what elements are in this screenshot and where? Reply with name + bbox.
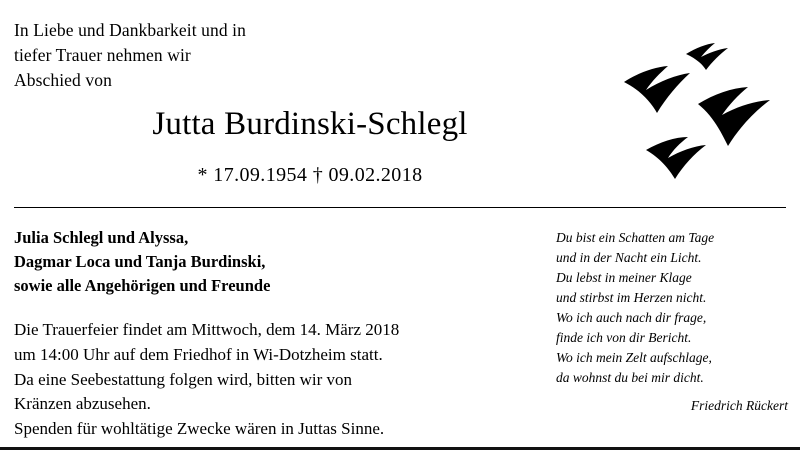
poem-line: Wo ich mein Zelt aufschlage,	[556, 349, 712, 365]
intro-line: Abschied von	[14, 69, 112, 90]
poem-author: Friedrich Rückert	[690, 398, 788, 413]
service-line: Kränzen abzusehen.	[14, 394, 151, 414]
mourners-line: sowie alle Angehörigen und Freunde	[14, 275, 271, 295]
poem-line: Du lebst in meiner Klage	[556, 269, 692, 285]
service-details	[14, 318, 554, 442]
poem-line: und in der Nacht ein Licht.	[556, 249, 702, 265]
intro-text	[14, 18, 444, 93]
deceased-dates: * 17.09.1954 † 09.02.2018	[197, 164, 423, 186]
service-line: um 14:00 Uhr auf dem Friedhof in Wi-Dotzheim statt.	[14, 344, 383, 364]
mourners-line: Julia Schlegl und Alyssa,	[14, 228, 189, 247]
intro-line: tiefer Trauer nehmen wir	[14, 44, 191, 65]
intro-line: In Liebe und Dankbarkeit und in	[14, 20, 246, 40]
flying-birds-icon	[602, 18, 792, 193]
poem-line: da wohnst du bei mir dicht.	[556, 369, 704, 385]
service-line: Da eine Seebestattung folgen wird, bitten wir von	[14, 369, 353, 389]
service-line: Spenden für wohltätige Zwecke wären in Juttas Sinne.	[14, 419, 385, 439]
poem-line: finde ich von dir Bericht.	[556, 329, 692, 345]
poem-line: und stirbst im Herzen nicht.	[556, 289, 707, 305]
poem-text	[556, 228, 788, 388]
mourners-list	[14, 226, 534, 298]
mourners-line: Dagmar Loca und Tanja Burdinski,	[14, 251, 266, 271]
poem-line: Du bist ein Schatten am Tage	[556, 230, 715, 245]
divider	[14, 207, 786, 208]
poem-line: Wo ich auch nach dir frage,	[556, 309, 707, 325]
service-line: Die Trauerfeier findet am Mittwoch, dem 14. März 2018	[14, 320, 400, 339]
deceased-name: Jutta Burdinski-Schlegl	[152, 106, 468, 142]
